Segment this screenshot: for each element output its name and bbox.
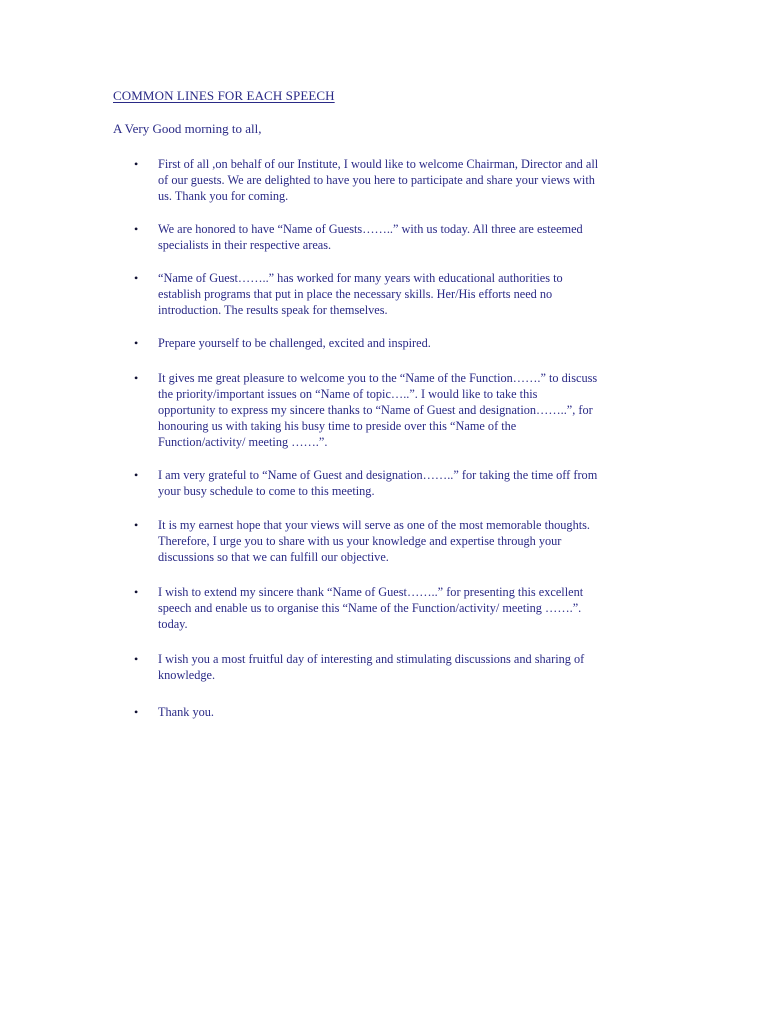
bullet-icon: •	[134, 652, 139, 666]
text-line: Thank you.	[158, 705, 215, 719]
text-line: It gives me great pleasure to welcome you to the “Name of the Function…….” to discuss	[158, 371, 598, 385]
text-line: us. Thank you for coming.	[158, 189, 289, 203]
bullet-icon: •	[134, 371, 139, 385]
text-line: “Name of Guest……..” has worked for many years with educational authorities to	[158, 271, 563, 285]
text-line: I wish to extend my sincere thank “Name of Guest……..” for presenting this excellent	[158, 585, 584, 599]
list-item-text	[158, 335, 658, 351]
greeting-line: A Very Good morning to all,	[113, 121, 262, 136]
text-line: I am very grateful to “Name of Guest and designation……..” for taking the time off from	[158, 468, 598, 482]
text-line: today.	[158, 617, 188, 631]
text-line: introduction. The results speak for themselves.	[158, 303, 388, 317]
list-item-text	[158, 467, 658, 499]
list-item-text	[158, 584, 658, 632]
list-item-text	[158, 156, 658, 204]
text-line: speech and enable us to organise this “Name of the Function/activity/ meeting …….”.	[158, 601, 582, 615]
list-item-text	[158, 221, 658, 253]
text-line: specialists in their respective areas.	[158, 238, 332, 252]
text-line: opportunity to express my sincere thanks to “Name of Guest and designation……..”, for	[158, 403, 593, 417]
text-line: your busy schedule to come to this meeting.	[158, 484, 375, 498]
text-line: knowledge.	[158, 668, 216, 682]
text-line: of our guests. We are delighted to have you here to participate and share your views with	[158, 173, 595, 187]
text-line: First of all ,on behalf of our Institute, I would like to welcome Chairman, Director and all	[158, 157, 599, 171]
list-item-text	[158, 704, 658, 720]
text-line: It is my earnest hope that your views will serve as one of the most memorable thoughts.	[158, 518, 591, 532]
bullet-icon: •	[134, 157, 139, 171]
text-line: I wish you a most fruitful day of interesting and stimulating discussions and sharing of	[158, 652, 585, 666]
bullet-icon: •	[134, 468, 139, 482]
text-line: Therefore, I urge you to share with us your knowledge and expertise through your	[158, 534, 562, 548]
bullet-icon: •	[134, 336, 139, 350]
list-item-text	[158, 517, 658, 565]
text-line: Function/activity/ meeting …….”.	[158, 435, 328, 449]
text-line: establish programs that put in place the necessary skills. Her/His efforts need no	[158, 287, 553, 301]
text-line: Prepare yourself to be challenged, excited and inspired.	[158, 336, 431, 350]
list-item-text	[158, 370, 658, 450]
text-line: honouring us with taking his busy time to preside over this “Name of the	[158, 419, 517, 433]
text-line: the priority/important issues on “Name of topic…..”. I would like to take this	[158, 387, 538, 401]
bullet-icon: •	[134, 585, 139, 599]
text-line: We are honored to have “Name of Guests……..” with us today. All three are esteemed	[158, 222, 583, 236]
document-title: COMMON LINES FOR EACH SPEECH	[113, 88, 335, 103]
list-item-text	[158, 270, 658, 318]
text-line: discussions so that we can fulfill our objective.	[158, 550, 389, 564]
bullet-icon: •	[134, 518, 139, 532]
list-item-text	[158, 651, 658, 683]
bullet-icon: •	[134, 222, 139, 236]
bullet-icon: •	[134, 705, 139, 719]
bullet-icon: •	[134, 271, 139, 285]
